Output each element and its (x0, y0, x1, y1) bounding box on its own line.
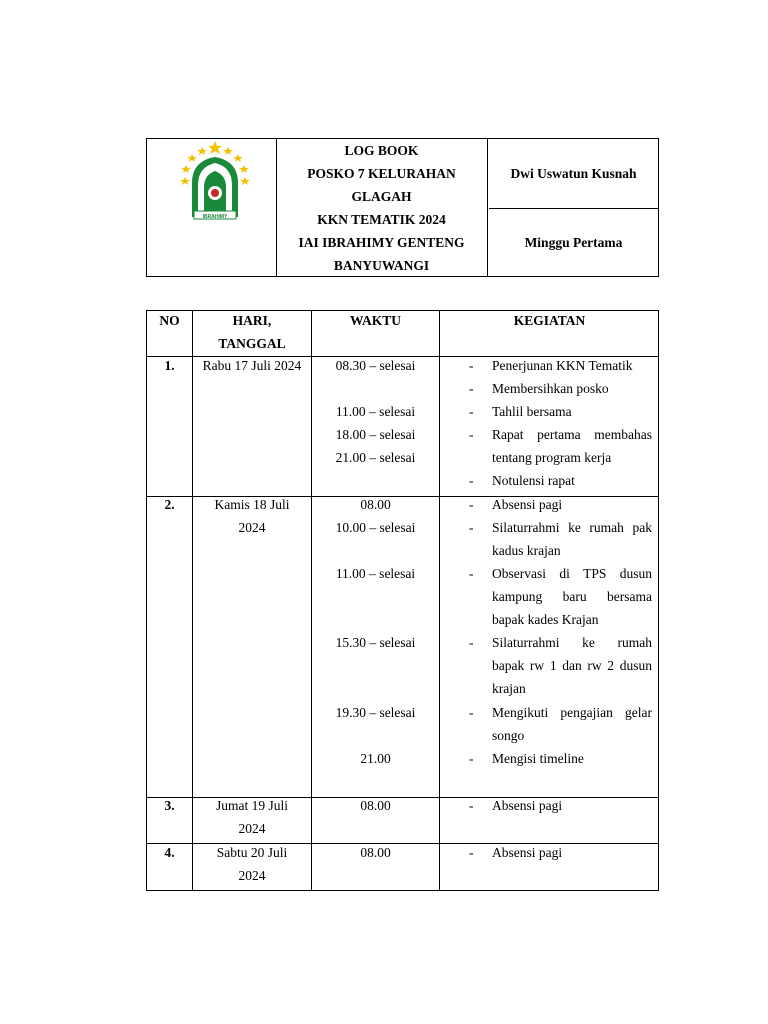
row-number: 3. (164, 798, 175, 813)
activity-table (146, 310, 659, 891)
time-entry: 08.00 (360, 845, 391, 860)
header-table (146, 138, 659, 277)
activity-item-continued: kadus krajan (492, 543, 561, 558)
week-label: Minggu Pertama (524, 234, 623, 250)
title-line: KKN TEMATIK 2024 (317, 212, 446, 227)
activity-item-continued: krajan (492, 681, 526, 696)
title-line: LOG BOOK (344, 143, 419, 158)
date-line: Kamis 18 Juli (214, 497, 290, 512)
activity-item: Mengikuti pengajian gelar (492, 705, 652, 720)
time-entry: 08.00 (360, 497, 391, 512)
bullet-dash: - (469, 798, 474, 813)
activity-item: Observasi di TPS dusun (492, 566, 652, 581)
time-entry: 11.00 – selesai (335, 404, 416, 419)
date-line: 2024 (238, 821, 266, 836)
activity-item-continued: songo (492, 728, 525, 743)
time-entry: 21.00 (360, 751, 391, 766)
activity-item: Silaturrahmi ke rumah (492, 635, 652, 650)
date-line: 2024 (238, 868, 266, 883)
activity-item-continued: tentang program kerja (492, 450, 612, 465)
row-date (193, 493, 311, 539)
activity-item: Penerjunan KKN Tematik (492, 358, 633, 373)
column-header-waktu: WAKTU (349, 313, 401, 328)
column-header-hari (193, 309, 311, 355)
time-entry: 18.00 – selesai (335, 427, 416, 442)
bullet-dash: - (469, 497, 474, 512)
row-number: 1. (164, 358, 175, 373)
time-entry: 19.30 – selesai (335, 705, 416, 720)
column-divider (439, 311, 440, 890)
row-number: 4. (164, 845, 175, 860)
bullet-dash: - (469, 404, 474, 419)
activity-item: Notulensi rapat (492, 473, 575, 488)
title-line: BANYUWANGI (333, 258, 430, 273)
bullet-dash: - (469, 705, 474, 720)
activity-item: Tahlil bersama (492, 404, 572, 419)
bullet-dash: - (469, 358, 474, 373)
activity-item: Membersihkan posko (492, 381, 609, 396)
time-entry: 21.00 – selesai (335, 450, 416, 465)
logo-caption: IBRAHIMY (202, 214, 228, 220)
date-line: 2024 (238, 520, 266, 535)
bullet-dash: - (469, 473, 474, 488)
bullet-dash: - (469, 381, 474, 396)
time-entry: 11.00 – selesai (335, 566, 416, 581)
bullet-dash: - (469, 845, 474, 860)
row-date (193, 841, 311, 887)
header-line: HARI, (232, 313, 272, 328)
bullet-dash: - (469, 520, 474, 535)
date-line: Sabtu 20 Juli (216, 845, 288, 860)
time-entry: 10.00 – selesai (335, 520, 416, 535)
time-entry: 08.30 – selesai (335, 358, 416, 373)
activity-item: Mengisi timeline (492, 751, 584, 766)
activity-item-continued: bapak kades Krajan (492, 612, 599, 627)
row-number: 2. (164, 497, 175, 512)
logbook-title (276, 139, 488, 276)
activity-item: Silaturrahmi ke rumah pak (492, 520, 652, 535)
bullet-dash: - (469, 566, 474, 581)
row-date: Rabu 17 Juli 2024 (202, 358, 302, 373)
logo-cell (147, 139, 277, 276)
activity-item: Absensi pagi (492, 845, 563, 860)
activity-item: Absensi pagi (492, 798, 563, 813)
date-line: Jumat 19 Juli (215, 798, 288, 813)
university-logo-icon (180, 141, 250, 223)
time-entry: 08.00 (360, 798, 391, 813)
bullet-dash: - (469, 751, 474, 766)
title-line: POSKO 7 KELURAHAN (307, 166, 456, 181)
title-line: IAI IBRAHIMY GENTENG (298, 235, 465, 250)
header-line: TANGGAL (218, 336, 286, 351)
title-line: GLAGAH (351, 189, 412, 204)
activity-item-continued: kampung baru bersama (492, 589, 652, 604)
student-name: Dwi Uswatun Kusnah (489, 139, 658, 209)
row-date (193, 794, 311, 840)
bullet-dash: - (469, 427, 474, 442)
bullet-dash: - (469, 635, 474, 650)
column-header-no: NO (159, 313, 180, 328)
activity-item: Rapat pertama membahas (492, 427, 652, 442)
activity-item: Absensi pagi (492, 497, 563, 512)
time-entry: 15.30 – selesai (335, 635, 416, 650)
column-header-kegiatan: KEGIATAN (513, 313, 586, 328)
activity-item-continued: bapak rw 1 dan rw 2 dusun (492, 658, 652, 673)
